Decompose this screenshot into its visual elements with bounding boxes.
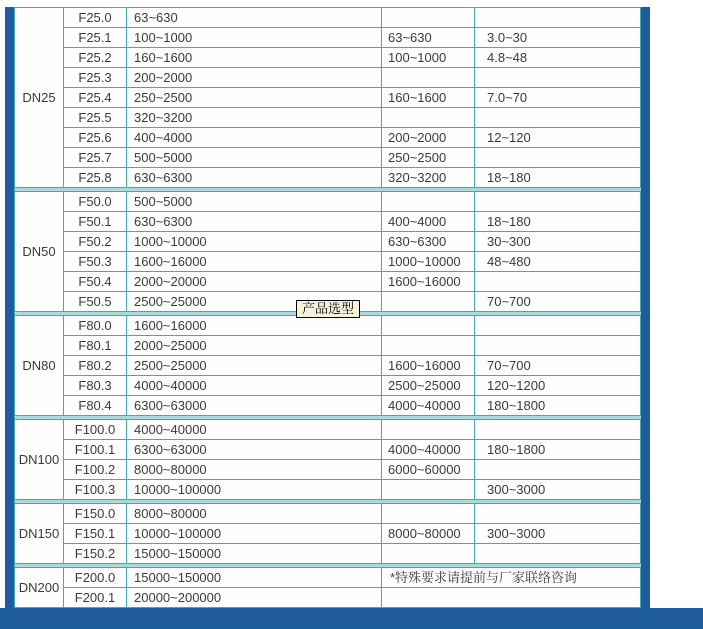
flow-range-primary: 250~2500: [127, 88, 382, 108]
model-code: F150.0: [64, 504, 127, 524]
dn-size-label: DN50: [15, 192, 64, 312]
model-code: F50.3: [64, 252, 127, 272]
flow-range-tertiary: 18~180: [475, 212, 641, 232]
flow-range-primary: 6300~63000: [127, 396, 382, 416]
flow-range-primary: 1000~10000: [127, 232, 382, 252]
model-code: F25.0: [64, 8, 127, 28]
flow-range-secondary: 8000~80000: [382, 524, 475, 544]
flow-range-secondary: 250~2500: [382, 148, 475, 168]
flow-range-secondary: [382, 192, 475, 212]
flow-range-secondary: [382, 336, 475, 356]
flow-range-secondary: 400~4000: [382, 212, 475, 232]
model-code: F200.0: [64, 568, 127, 588]
flow-range-secondary: 63~630: [382, 28, 475, 48]
flow-range-secondary: 4000~40000: [382, 396, 475, 416]
model-code: F100.1: [64, 440, 127, 460]
flow-range-secondary: 320~3200: [382, 168, 475, 188]
flow-range-tertiary: [475, 316, 641, 336]
bottom-accent-bar: [0, 608, 703, 629]
flow-range-primary: 400~4000: [127, 128, 382, 148]
left-accent-bar: [5, 7, 14, 608]
special-request-note: *特殊要求请提前与厂家联络咨询: [382, 568, 641, 588]
model-code: F80.0: [64, 316, 127, 336]
dn-size-label: DN25: [15, 8, 64, 188]
dn-size-label: DN200: [15, 568, 64, 608]
model-code: F25.4: [64, 88, 127, 108]
flow-range-primary: 10000~100000: [127, 524, 382, 544]
flow-range-primary: 500~5000: [127, 192, 382, 212]
flow-range-secondary: 4000~40000: [382, 440, 475, 460]
flow-range-tertiary: [475, 460, 641, 480]
dn-group-dn80: [15, 316, 641, 416]
flow-range-primary: 8000~80000: [127, 460, 382, 480]
flow-range-tertiary: 300~3000: [475, 524, 641, 544]
flow-range-primary: 4000~40000: [127, 420, 382, 440]
model-code: F25.8: [64, 168, 127, 188]
flow-range-tertiary: [475, 8, 641, 28]
flow-range-tertiary: 12~120: [475, 128, 641, 148]
model-code: F200.1: [64, 588, 127, 608]
flow-range-tertiary: [475, 336, 641, 356]
model-code: F25.3: [64, 68, 127, 88]
model-code: F150.1: [64, 524, 127, 544]
flow-range-secondary: [382, 8, 475, 28]
flow-range-primary: 2000~20000: [127, 272, 382, 292]
model-code: F50.0: [64, 192, 127, 212]
dn-group-dn150: [15, 504, 641, 564]
flow-range-tertiary: 300~3000: [475, 480, 641, 500]
flow-range-primary: 630~6300: [127, 212, 382, 232]
flow-range-primary: 8000~80000: [127, 504, 382, 524]
flow-range-tertiary: [475, 68, 641, 88]
flow-range-secondary: 160~1600: [382, 88, 475, 108]
flow-range-primary: 20000~200000: [127, 588, 382, 608]
right-accent-bar: [641, 7, 650, 608]
flow-range-primary: 200~2000: [127, 68, 382, 88]
model-code: F25.2: [64, 48, 127, 68]
flow-range-primary: 6300~63000: [127, 440, 382, 460]
flow-range-primary: 2500~25000: [127, 356, 382, 376]
flow-range-tertiary: 30~300: [475, 232, 641, 252]
flow-range-primary: 630~6300: [127, 168, 382, 188]
flow-range-tertiary: [475, 544, 641, 564]
flow-range-tertiary: 70~700: [475, 292, 641, 312]
flow-range-secondary: [382, 420, 475, 440]
dn-size-label: DN100: [15, 420, 64, 500]
flow-range-primary: 100~1000: [127, 28, 382, 48]
flow-range-primary: 15000~150000: [127, 568, 382, 588]
model-code: F80.3: [64, 376, 127, 396]
model-code: F100.2: [64, 460, 127, 480]
model-code: F25.6: [64, 128, 127, 148]
model-code: F25.1: [64, 28, 127, 48]
flow-range-secondary: [382, 504, 475, 524]
flow-range-primary: 10000~100000: [127, 480, 382, 500]
flow-range-tertiary: [475, 420, 641, 440]
model-code: F100.3: [64, 480, 127, 500]
flow-range-tertiary: 4.8~48: [475, 48, 641, 68]
model-code: F100.0: [64, 420, 127, 440]
model-code: F25.7: [64, 148, 127, 168]
flow-range-tertiary: 7.0~70: [475, 88, 641, 108]
product-selection-tag: 产品选型: [296, 300, 360, 318]
model-code: F25.5: [64, 108, 127, 128]
flow-range-secondary: [382, 108, 475, 128]
dn-group-dn25: [15, 8, 641, 188]
flow-range-primary: 63~630: [127, 8, 382, 28]
dn-group-dn100: [15, 420, 641, 500]
flow-range-tertiary: [475, 272, 641, 292]
flow-range-tertiary: [475, 148, 641, 168]
flow-range-secondary: 200~2000: [382, 128, 475, 148]
flow-range-secondary: [382, 480, 475, 500]
flow-range-secondary: [382, 316, 475, 336]
flow-range-secondary: 6000~60000: [382, 460, 475, 480]
flow-range-tertiary: 180~1800: [475, 440, 641, 460]
flow-range-tertiary: 70~700: [475, 356, 641, 376]
dn-size-label: DN80: [15, 316, 64, 416]
flow-range-primary: 500~5000: [127, 148, 382, 168]
flow-range-primary: 2500~25000: [127, 292, 382, 312]
flow-range-secondary: 2500~25000: [382, 376, 475, 396]
flow-range-tertiary: 3.0~30: [475, 28, 641, 48]
flow-range-secondary: [382, 292, 475, 312]
flow-range-secondary: 630~6300: [382, 232, 475, 252]
flow-range-secondary: 1600~16000: [382, 272, 475, 292]
flow-range-primary: 2000~25000: [127, 336, 382, 356]
flow-range-primary: 15000~150000: [127, 544, 382, 564]
dn-size-label: DN150: [15, 504, 64, 564]
dn-group-dn50: [15, 192, 641, 312]
flow-range-secondary: 1000~10000: [382, 252, 475, 272]
model-code: F150.2: [64, 544, 127, 564]
flow-range-secondary: [382, 68, 475, 88]
empty-merged-cell: [382, 588, 641, 608]
model-code: F50.4: [64, 272, 127, 292]
flow-range-tertiary: 180~1800: [475, 396, 641, 416]
flow-range-tertiary: 18~180: [475, 168, 641, 188]
flow-range-primary: 160~1600: [127, 48, 382, 68]
flow-range-primary: 1600~16000: [127, 316, 382, 336]
flow-range-tertiary: [475, 108, 641, 128]
flow-range-secondary: 100~1000: [382, 48, 475, 68]
model-code: F80.2: [64, 356, 127, 376]
flow-range-tertiary: [475, 192, 641, 212]
model-code: F50.2: [64, 232, 127, 252]
flow-range-primary: 1600~16000: [127, 252, 382, 272]
model-code: F80.4: [64, 396, 127, 416]
flow-range-secondary: [382, 544, 475, 564]
flow-range-primary: 4000~40000: [127, 376, 382, 396]
dn-group-dn200: [15, 568, 641, 608]
flow-range-tertiary: 120~1200: [475, 376, 641, 396]
model-code: F80.1: [64, 336, 127, 356]
model-code: F50.1: [64, 212, 127, 232]
flow-range-secondary: 1600~16000: [382, 356, 475, 376]
flow-range-tertiary: [475, 504, 641, 524]
model-code: F50.5: [64, 292, 127, 312]
flow-range-primary: 320~3200: [127, 108, 382, 128]
flow-range-tertiary: 48~480: [475, 252, 641, 272]
